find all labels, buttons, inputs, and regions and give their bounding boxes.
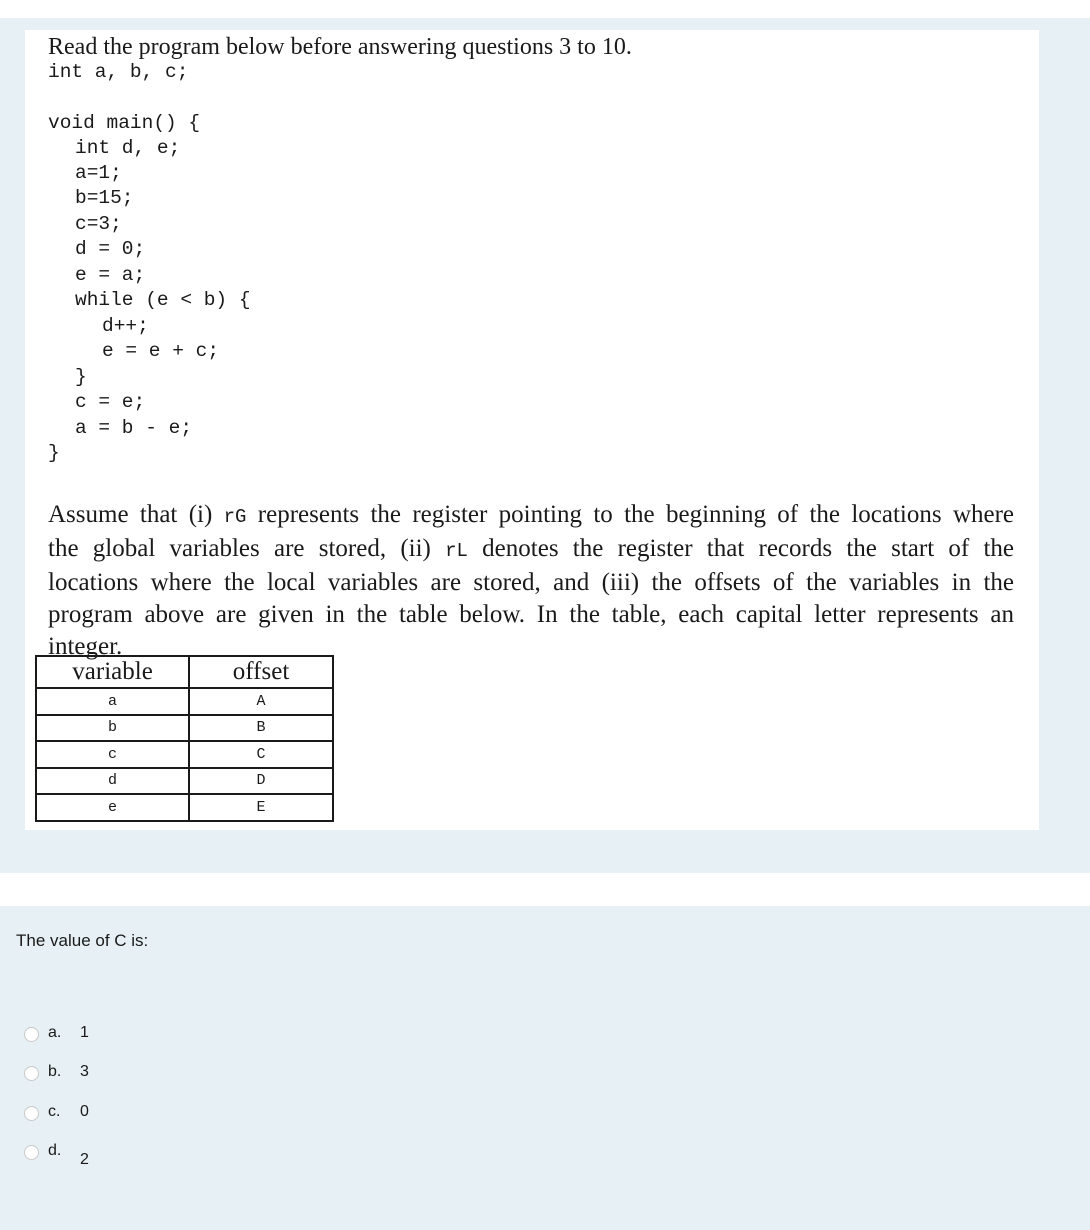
- code-main-signature: void main() {: [48, 112, 201, 134]
- intro-text: Read the program below before answering questions 3 to 10.: [48, 34, 632, 60]
- paragraph-line: the global variables are stored, (ii) rL denotes the register that records the start of the: [48, 535, 1014, 562]
- option-value: 0: [80, 1103, 89, 1120]
- variable-cell: b: [36, 715, 189, 742]
- table-row: [36, 794, 333, 821]
- question-panel: [0, 906, 1090, 1230]
- code-line: e = a;: [75, 264, 146, 286]
- register-rg: rG: [223, 506, 247, 528]
- radio-button[interactable]: [24, 1066, 39, 1081]
- code-line: d++;: [102, 315, 149, 337]
- header-offset: offset: [189, 656, 333, 688]
- option-letter: c.: [48, 1103, 61, 1120]
- offset-cell: A: [189, 688, 333, 715]
- code-line: a=1;: [75, 162, 122, 184]
- offset-cell: E: [189, 794, 333, 821]
- code-line: int d, e;: [75, 137, 181, 159]
- offset-cell: D: [189, 768, 333, 795]
- radio-button[interactable]: [24, 1106, 39, 1121]
- table-row: [36, 688, 333, 715]
- code-line: c=3;: [75, 213, 122, 235]
- option-letter: a.: [48, 1024, 62, 1041]
- code-line: e = e + c;: [102, 340, 220, 362]
- option-value: 2: [80, 1151, 89, 1168]
- variable-cell: a: [36, 688, 189, 715]
- question-text: The value of C is:: [16, 931, 149, 950]
- offset-table: [35, 655, 334, 822]
- table-row: [36, 768, 333, 795]
- code-while-line: while (e < b) {: [75, 289, 251, 311]
- offset-cell: B: [189, 715, 333, 742]
- table-header-row: [36, 656, 333, 688]
- paragraph-line: Assume that (i) rG represents the register pointing to the beginning of the locations where: [48, 501, 1015, 528]
- code-line: b=15;: [75, 187, 134, 209]
- paragraph-line: locations where the local variables are stored, and (iii) the offsets of the variables in the: [48, 569, 1014, 596]
- paragraph-line: integer.: [48, 633, 123, 660]
- assumption-paragraph: [48, 499, 1014, 663]
- code-main-close: }: [48, 442, 60, 464]
- variable-cell: e: [36, 794, 189, 821]
- option-value: 3: [80, 1063, 89, 1080]
- register-rl: rL: [445, 540, 468, 562]
- code-global-decl: int a, b, c;: [48, 61, 189, 83]
- code-line: a = b - e;: [75, 417, 193, 439]
- code-loop-close: }: [75, 366, 87, 388]
- code-line: d = 0;: [75, 238, 146, 260]
- radio-button[interactable]: [24, 1145, 39, 1160]
- paragraph-line: program above are given in the table below. In the table, each capital letter represents an: [48, 601, 1014, 628]
- table-row: [36, 741, 333, 768]
- table-row: [36, 715, 333, 742]
- radio-button[interactable]: [24, 1027, 39, 1042]
- option-letter: d.: [48, 1142, 62, 1159]
- header-variable: variable: [36, 656, 189, 688]
- variable-cell: d: [36, 768, 189, 795]
- option-letter: b.: [48, 1063, 62, 1080]
- code-line: c = e;: [75, 391, 146, 413]
- variable-cell: c: [36, 741, 189, 768]
- offset-cell: C: [189, 741, 333, 768]
- option-value: 1: [80, 1024, 89, 1041]
